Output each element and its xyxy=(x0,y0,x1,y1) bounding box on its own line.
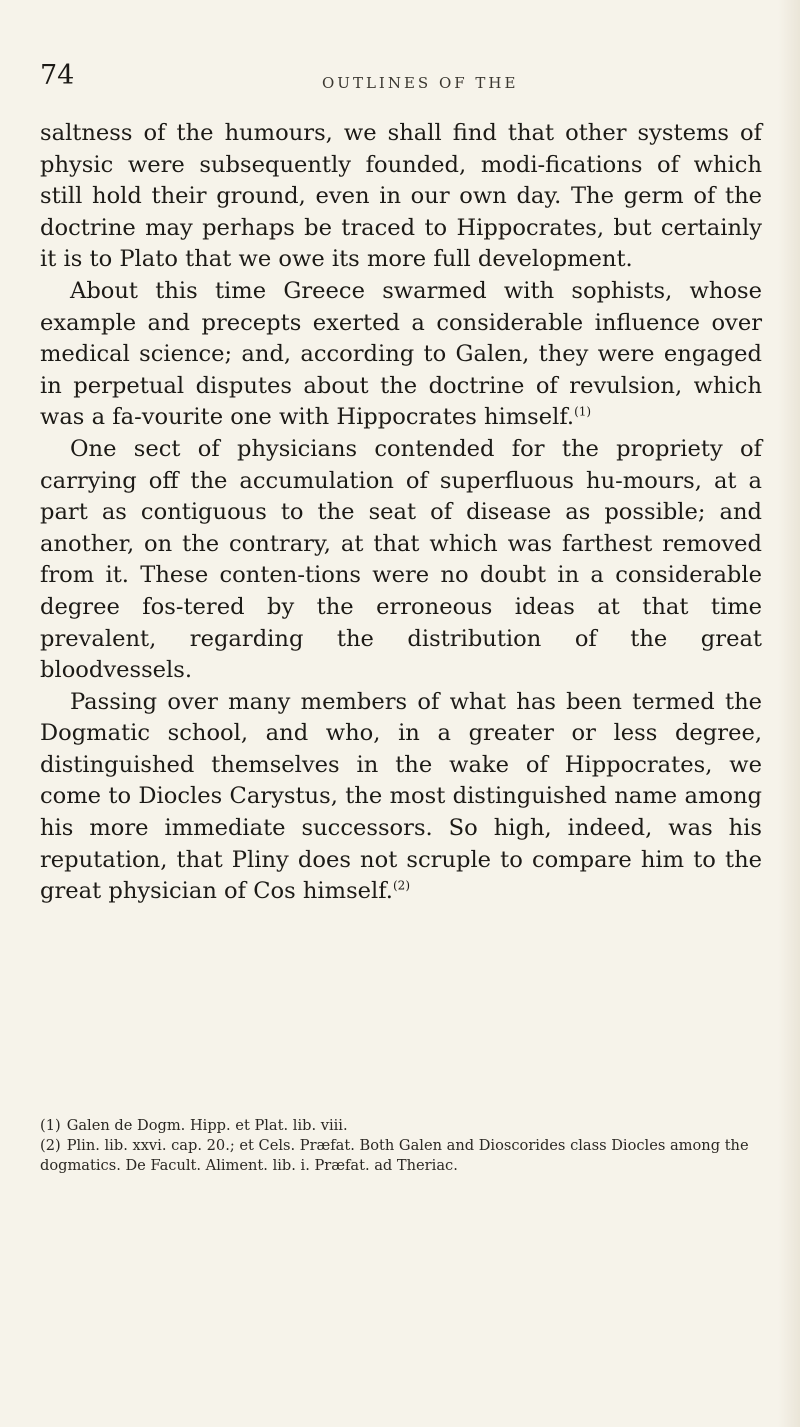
body-text xyxy=(40,118,762,908)
paragraph-3-text: One sect of physicians contended for the propriety of carrying off the accumulation of superfluous hu-mours, at a part as contiguous to the seat of disease as possible; and another, on the contrary, at that which was farthest removed from it. These conten-tions were no doubt in a considerable degree fos-tered by the erroneous ideas at that time prevalent, regarding the distribution of the great bloodvessels. xyxy=(40,435,762,684)
paragraph-2 xyxy=(40,276,762,434)
footnote-reference-2: (2) xyxy=(393,878,410,893)
footnote-1-text: Galen de Dogm. Hipp. et Plat. lib. viii. xyxy=(66,1117,348,1134)
footnote-2-mark: (2) xyxy=(40,1137,61,1154)
footnotes xyxy=(40,1116,762,1176)
page-number: 74 xyxy=(40,60,75,91)
paragraph-4 xyxy=(40,687,762,908)
paragraph-4-text: Passing over many members of what has been termed the Dogmatic school, and who, in a greater or less degree, distinguished themselves in the wake of Hippocrates, we come to Diocles Carystus, the most distinguished name among his more immediate successors. So high, indeed, was his reputation, that Pliny does not scruple to compare him to the great physician of Cos himself. xyxy=(40,688,762,905)
paragraph-1 xyxy=(40,118,762,276)
footnote-reference-1: (1) xyxy=(574,404,592,419)
running-head: OUTLINES OF THE xyxy=(322,74,519,92)
page-edge-shadow xyxy=(778,0,800,1427)
paragraph-3 xyxy=(40,434,762,687)
paragraph-1-text: saltness of the humours, we shall find that other systems of physic were subsequently founded, modi-fications of which still hold their ground, even in our own day. The germ of the doctrine may perhaps be traced to Hippocrates, but certainly it is to Plato that we owe its more full development. xyxy=(40,120,762,273)
footnote-1 xyxy=(40,1116,762,1136)
footnote-1-mark: (1) xyxy=(40,1117,61,1134)
footnote-2-text: Plin. lib. xxvi. cap. 20.; et Cels. Præfat. Both Galen and Dioscorides class Diocles among the dogmatics. De Facult. Aliment. lib. i. Præfat. ad Theriac. xyxy=(40,1137,749,1174)
paragraph-2-text: About this time Greece swarmed with sophists, whose example and precepts exerted a considerable influence over medical science; and, according to Galen, they were engaged in perpetual disputes about the doctrine of revulsion, which was a fa-vourite one with Hippocrates himself. xyxy=(40,277,762,431)
footnote-2 xyxy=(40,1136,762,1176)
page-header xyxy=(40,60,760,100)
